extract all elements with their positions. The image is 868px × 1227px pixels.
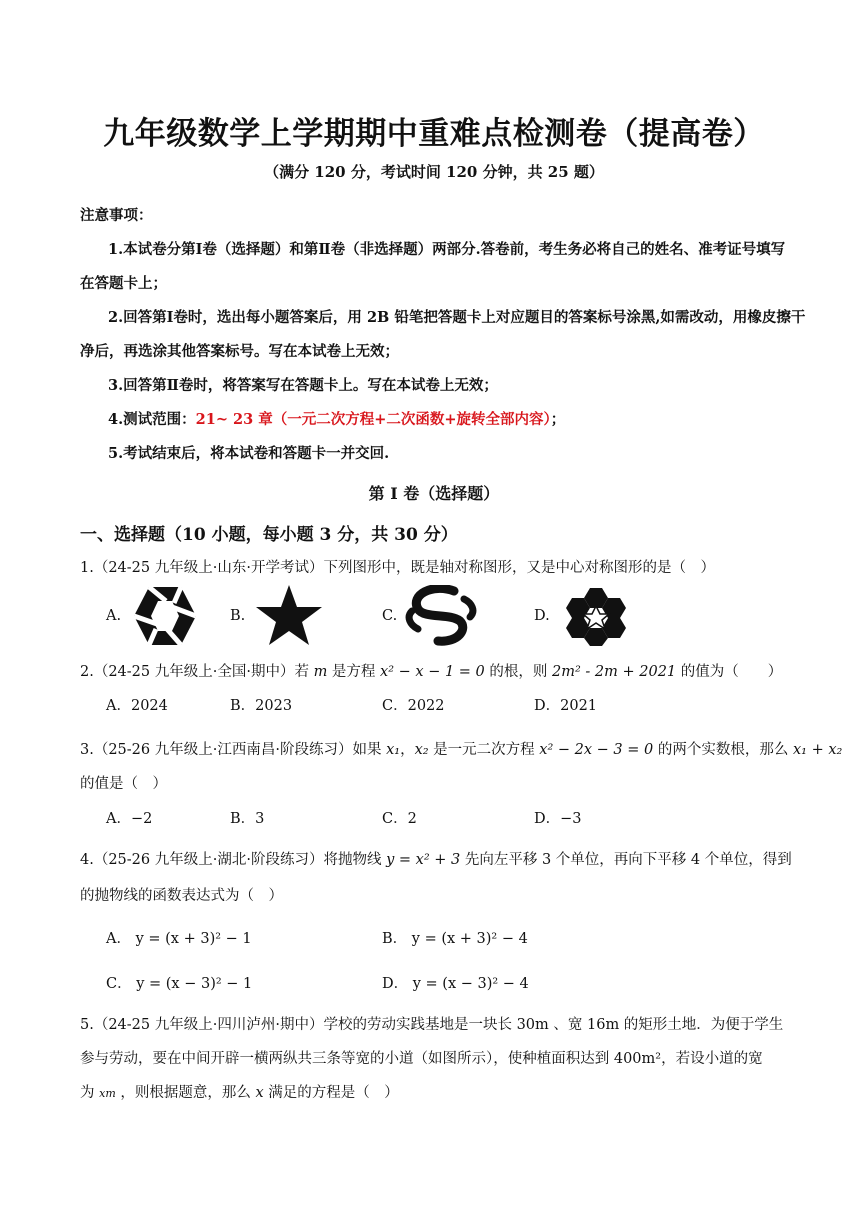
note-4-suffix: ； [550, 411, 566, 428]
q3-equation: x² − 2x − 3 = 0 [539, 742, 654, 758]
note-2-line-2: 净后，再选涂其他答案标号。写在本试卷上无效； [80, 343, 399, 360]
q3-x2: x₂ [414, 742, 429, 758]
question-4-text [80, 848, 792, 869]
q5-var-x: x [255, 1085, 264, 1101]
question-3-line-2: 的值是（ ） [80, 776, 167, 792]
question-5-line-1 [80, 1013, 783, 1034]
s-swirl-icon [404, 585, 478, 647]
q4-suffix: 先向左平移 3 个单位，再向下平移 4 个单位，得到 [460, 852, 792, 868]
q5-area: 400m² [613, 1051, 662, 1067]
hexagon-swirl-icon [132, 585, 198, 647]
q1-option-d-label: D. [534, 608, 550, 624]
q5-l1-prefix: 5.（24-25 九年级上·四川泸州·期中）学校的劳动实践基地是一块长 [80, 1017, 517, 1033]
q5-l2-suffix: ，若设小道的宽 [661, 1051, 763, 1067]
question-3-text [80, 738, 842, 759]
q5-l3-suffix: 满足的方程是（ ） [263, 1085, 399, 1101]
q4-equation: y = x² + 3 [386, 852, 461, 868]
q2-equation: x² − x − 1 = 0 [380, 664, 485, 680]
note-5: 5.考试结束后，将本试卷和答题卡一并交回. [108, 445, 390, 462]
note-1-line-1: 1.本试卷分第Ⅰ卷（选择题）和第Ⅱ卷（非选择题）两部分.答卷前，考生务必将自己的姓名、准考证号填写 [108, 241, 786, 258]
q2-mid2: 的根，则 [484, 664, 552, 680]
q3-option-a: A．−2 [106, 811, 153, 827]
q2-option-d: D．2021 [534, 698, 598, 714]
q2-option-c: C．2022 [382, 698, 445, 714]
q4-option-c: C． y = (x − 3)² − 1 [106, 976, 253, 992]
q5-xm: xm [99, 1087, 116, 1100]
q5-width: 16m [587, 1017, 620, 1033]
q5-l3-mid: ，则根据题意，那么 [115, 1085, 256, 1101]
q2-option-b: B．2023 [230, 698, 293, 714]
q1-option-c-label: C. [382, 608, 398, 624]
q4-option-b: B． y = (x + 3)² − 4 [382, 931, 528, 947]
volume-heading: 第 I 卷（选择题） [368, 484, 500, 503]
q2-option-a: A．2024 [106, 698, 168, 714]
q1-option-a-label: A. [106, 608, 122, 624]
q4-prefix: 4.（25-26 九年级上·湖北·阶段练习）将抛物线 [80, 852, 387, 868]
note-3: 3.回答第Ⅱ卷时，将答案写在答题卡上。写在本试卷上无效； [108, 377, 498, 394]
q3-sum: x₁ + x₂ [792, 742, 843, 758]
q5-l1-suffix: 的矩形土地．为便于学生 [619, 1017, 784, 1033]
note-1-line-2: 在答题卡上； [80, 275, 167, 292]
q3-option-d: D．−3 [534, 811, 582, 827]
q4-option-d: D． y = (x − 3)² − 4 [382, 976, 529, 992]
q5-l2-prefix: 参与劳动，要在中间开辟一横两纵共三条等宽的小道（如图所示），使种植面积达到 [80, 1051, 614, 1067]
q5-l3-prefix: 为 [80, 1085, 100, 1101]
q2-expression: 2m² - 2m + 2021 [552, 664, 677, 680]
q3-mid2: 的两个实数根，那么 [653, 742, 793, 758]
note-4-prefix: 4.测试范围： [108, 411, 196, 428]
q3-sep: ， [400, 742, 415, 758]
q2-suffix: 的值为（ ） [676, 664, 783, 680]
q3-x1: x₁ [386, 742, 401, 758]
q5-length: 30m [516, 1017, 549, 1033]
page-title: 九年级数学上学期期中重难点检测卷（提高卷） [103, 116, 765, 152]
q5-l1-mid: 、宽 [548, 1017, 587, 1033]
question-4-line-2: 的抛物线的函数表达式为（ ） [80, 888, 283, 904]
q2-var-m: m [313, 664, 328, 680]
page-subtitle: （满分 120 分，考试时间 120 分钟，共 25 题） [264, 163, 604, 181]
q3-option-c: C．2 [382, 811, 417, 827]
q3-prefix: 3.（25-26 九年级上·江西南昌·阶段练习）如果 [80, 742, 387, 758]
notes-heading: 注意事项： [80, 207, 153, 224]
question-1-text: 1.（24-25 九年级上·山东·开学考试）下列图形中，既是轴对称图形，又是中心对称图形的是（ ） [80, 560, 715, 576]
q3-option-b: B．3 [230, 811, 265, 827]
test-range: 21~ 23 章（一元二次方程+二次函数+旋转全部内容） [195, 411, 551, 428]
q3-mid: 是一元二次方程 [428, 742, 540, 758]
hexagon-flower-icon [560, 584, 632, 648]
section-heading: 一、选择题（10 小题，每小题 3 分，共 30 分） [80, 525, 458, 545]
star-icon [254, 583, 324, 647]
question-5-line-3 [80, 1081, 399, 1102]
note-2-line-1: 2.回答第Ⅰ卷时，选出每小题答案后，用 2B 铅笔把答题卡上对应题目的答案标号涂黑,如需改动，用橡皮擦干 [108, 309, 806, 326]
q4-option-a: A． y = (x + 3)² − 1 [106, 931, 252, 947]
note-4 [108, 408, 565, 429]
q2-prefix: 2.（24-25 九年级上·全国·期中）若 [80, 664, 314, 680]
q2-mid: 是方程 [327, 664, 381, 680]
question-2-text [80, 660, 782, 681]
question-5-line-2 [80, 1047, 763, 1068]
q1-option-b-label: B. [230, 608, 246, 624]
